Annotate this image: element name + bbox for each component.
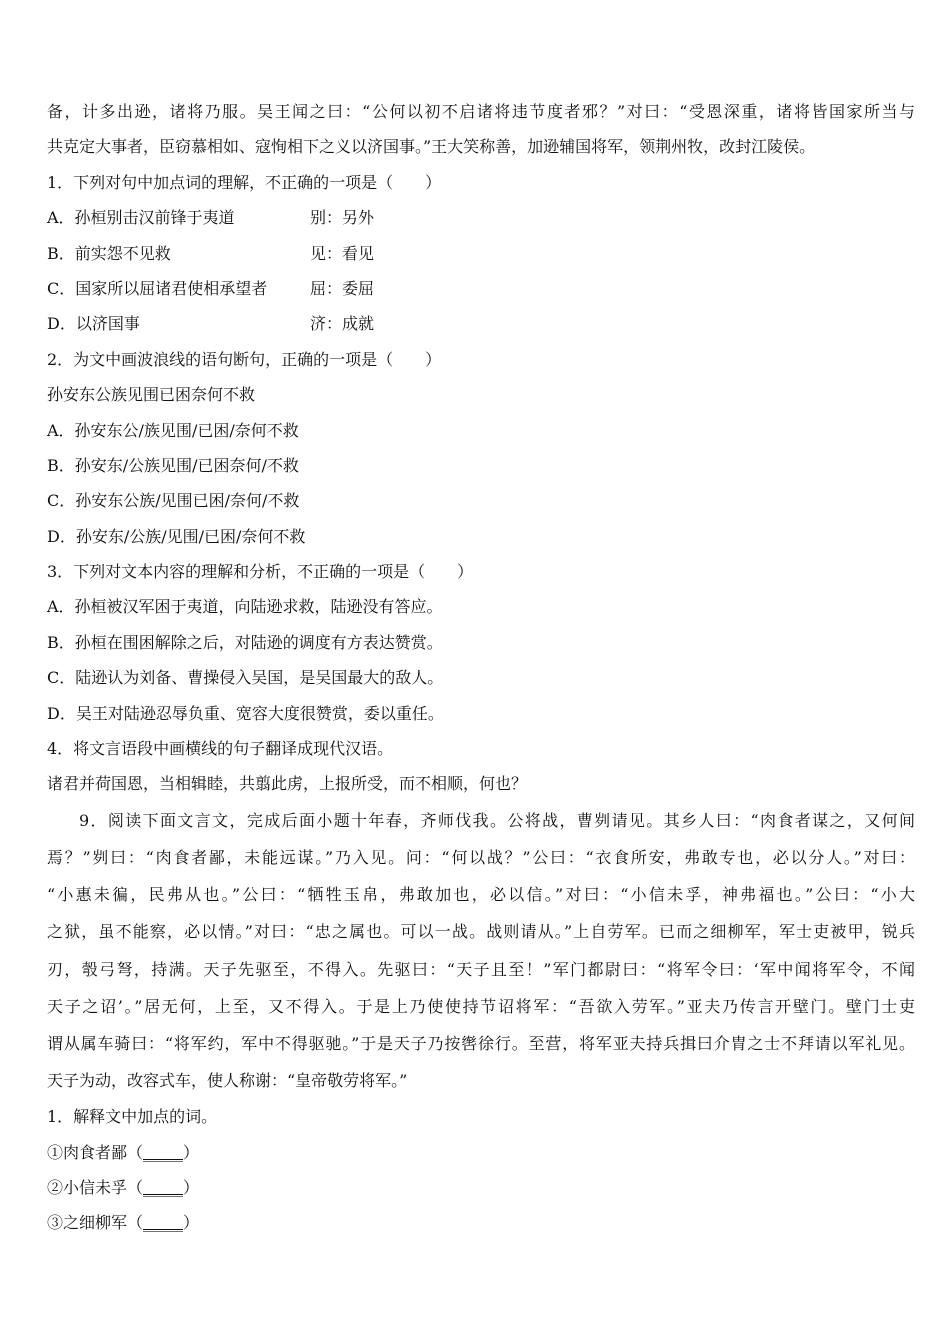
- question-5-stem: 1．解释文中加点的词。: [47, 1107, 218, 1127]
- question-3-option-d: D．吴王对陆逊忍辱负重、宽容大度很赞赏，委以重任。: [47, 703, 444, 723]
- item-text: ①肉食者鄙（: [47, 1142, 144, 1162]
- question-5-item: [47, 1170, 915, 1205]
- passage-line: 共克定大事者，臣窃慕相如、寇恂相下之义以济国事。”王大笑称善，加逊辅国将军，领荆州牧，改封江陵侯。: [47, 137, 816, 157]
- question-2-option-a: A．孙安东公/族见围/已困/奈何不救: [47, 420, 299, 440]
- option-text: B．前实怨不见救: [47, 243, 171, 263]
- option-gloss: 别：另外: [310, 208, 375, 228]
- answer-blank[interactable]: _____: [143, 1142, 184, 1162]
- question-2-option-b: B．孙安东/公族见围/已困奈何/不救: [47, 455, 299, 475]
- answer-blank[interactable]: _____: [143, 1178, 184, 1198]
- question-5-item: [47, 1135, 915, 1170]
- question-3-option-c: C．陆逊认为刘备、曹操侵入吴国，是吴国最大的敌人。: [47, 668, 444, 688]
- question-2-option-c: C．孙安东公族/见围已困/奈何/不救: [47, 491, 300, 511]
- item-close: ）: [183, 1142, 200, 1162]
- question-4-stem: 4．将文言语段中画横线的句子翻译成现代汉语。: [47, 739, 394, 759]
- passage-line: “小惠未徧，民弗从也。”公曰：“牺牲玉帛，弗敢加也，必以信。”对曰：“小信未孚，神弗福也。”公曰：“小大: [47, 885, 915, 905]
- passage-line: 备，计多出逊，诸将乃服。吴王闻之曰：“公何以初不启诸将违节度者邪？”对曰：“受恩深重，诸将皆国家所当与: [47, 102, 915, 121]
- passage-line: 天子为动，改容式车，使人称谢：“皇帝敬劳将军。”: [47, 1071, 408, 1091]
- question-3-stem: 3．下列对文本内容的理解和分析，不正确的一项是（ ）: [47, 562, 474, 582]
- option-text: A．孙桓别击汉前锋于夷道: [47, 208, 235, 228]
- passage-line: 刃，彀弓弩，持满。天子先驱至，不得入。先驱曰：“天子且至！”军门都尉曰：“将军令曰：‘军中闻将军令，不闻: [47, 959, 915, 979]
- question-1-option-a: [47, 200, 915, 235]
- item-text: ③之细柳军（: [47, 1213, 144, 1233]
- option-gloss: 见：看见: [310, 243, 375, 263]
- document-page: [47, 94, 915, 1241]
- option-text: D．以济国事: [47, 314, 140, 334]
- passage-line: 9．阅读下面文言文，完成后面小题十年春，齐师伐我。公将战，曹刿请见。其乡人曰：“肉食者谋之，又何间: [79, 810, 915, 830]
- question-2-option-d: D．孙安东/公族/见围/已困/奈何不救: [47, 526, 306, 546]
- item-close: ）: [183, 1178, 200, 1198]
- question-2-stem: 2．为文中画波浪线的语句断句，正确的一项是（ ）: [47, 349, 442, 369]
- question-1-stem: 1．下列对句中加点词的理解，不正确的一项是（ ）: [47, 172, 442, 192]
- question-4-sentence: 诸君并荷国恩，当相辑睦，共翦此虏，上报所受，而不相顺，何也？: [47, 774, 528, 794]
- question-5-item: [47, 1205, 915, 1240]
- option-gloss: 济：成就: [310, 314, 375, 334]
- question-3-option-b: B．孙桓在围困解除之后，对陆逊的调度有方表达赞赏。: [47, 632, 443, 652]
- item-close: ）: [183, 1213, 200, 1233]
- passage-line: 谓从属车骑曰：“将军约，军中不得驱驰。”于是天子乃按辔徐行。至营，将军亚夫持兵揖曰介胄之士不拜请以军礼见。: [47, 1033, 915, 1053]
- option-gloss: 屈：委屈: [310, 278, 375, 298]
- answer-blank[interactable]: _____: [143, 1213, 184, 1233]
- question-1-option-d: [47, 306, 915, 341]
- question-3-option-a: A．孙桓被汉军困于夷道，向陆逊求救，陆逊没有答应。: [47, 597, 443, 617]
- passage-2: [47, 802, 915, 1100]
- passage-line: 之狱，虽不能察，必以情。”对曰：“忠之属也。可以一战。战则请从。”上自劳军。已而之细柳军，军士吏被甲，锐兵: [47, 922, 915, 942]
- option-text: C．国家所以屈诸君使相承望者: [47, 278, 268, 298]
- passage-line: 焉？”刿曰：“肉食者鄙，未能远谋。”乃入见。问：“何以战？”公曰：“衣食所安，弗敢专也，必以分人。”对曰：: [47, 848, 915, 867]
- question-1-option-b: [47, 236, 915, 271]
- question-1-option-c: [47, 271, 915, 306]
- question-2-sentence: 孙安东公族见围已困奈何不救: [47, 385, 256, 405]
- passage-line: 天子之诏’。”居无何，上至，又不得入。于是上乃使使持节诏将军：“吾欲入劳军。”亚夫乃传言开壁门。壁门士吏: [47, 996, 915, 1016]
- item-text: ②小信未孚（: [47, 1178, 144, 1198]
